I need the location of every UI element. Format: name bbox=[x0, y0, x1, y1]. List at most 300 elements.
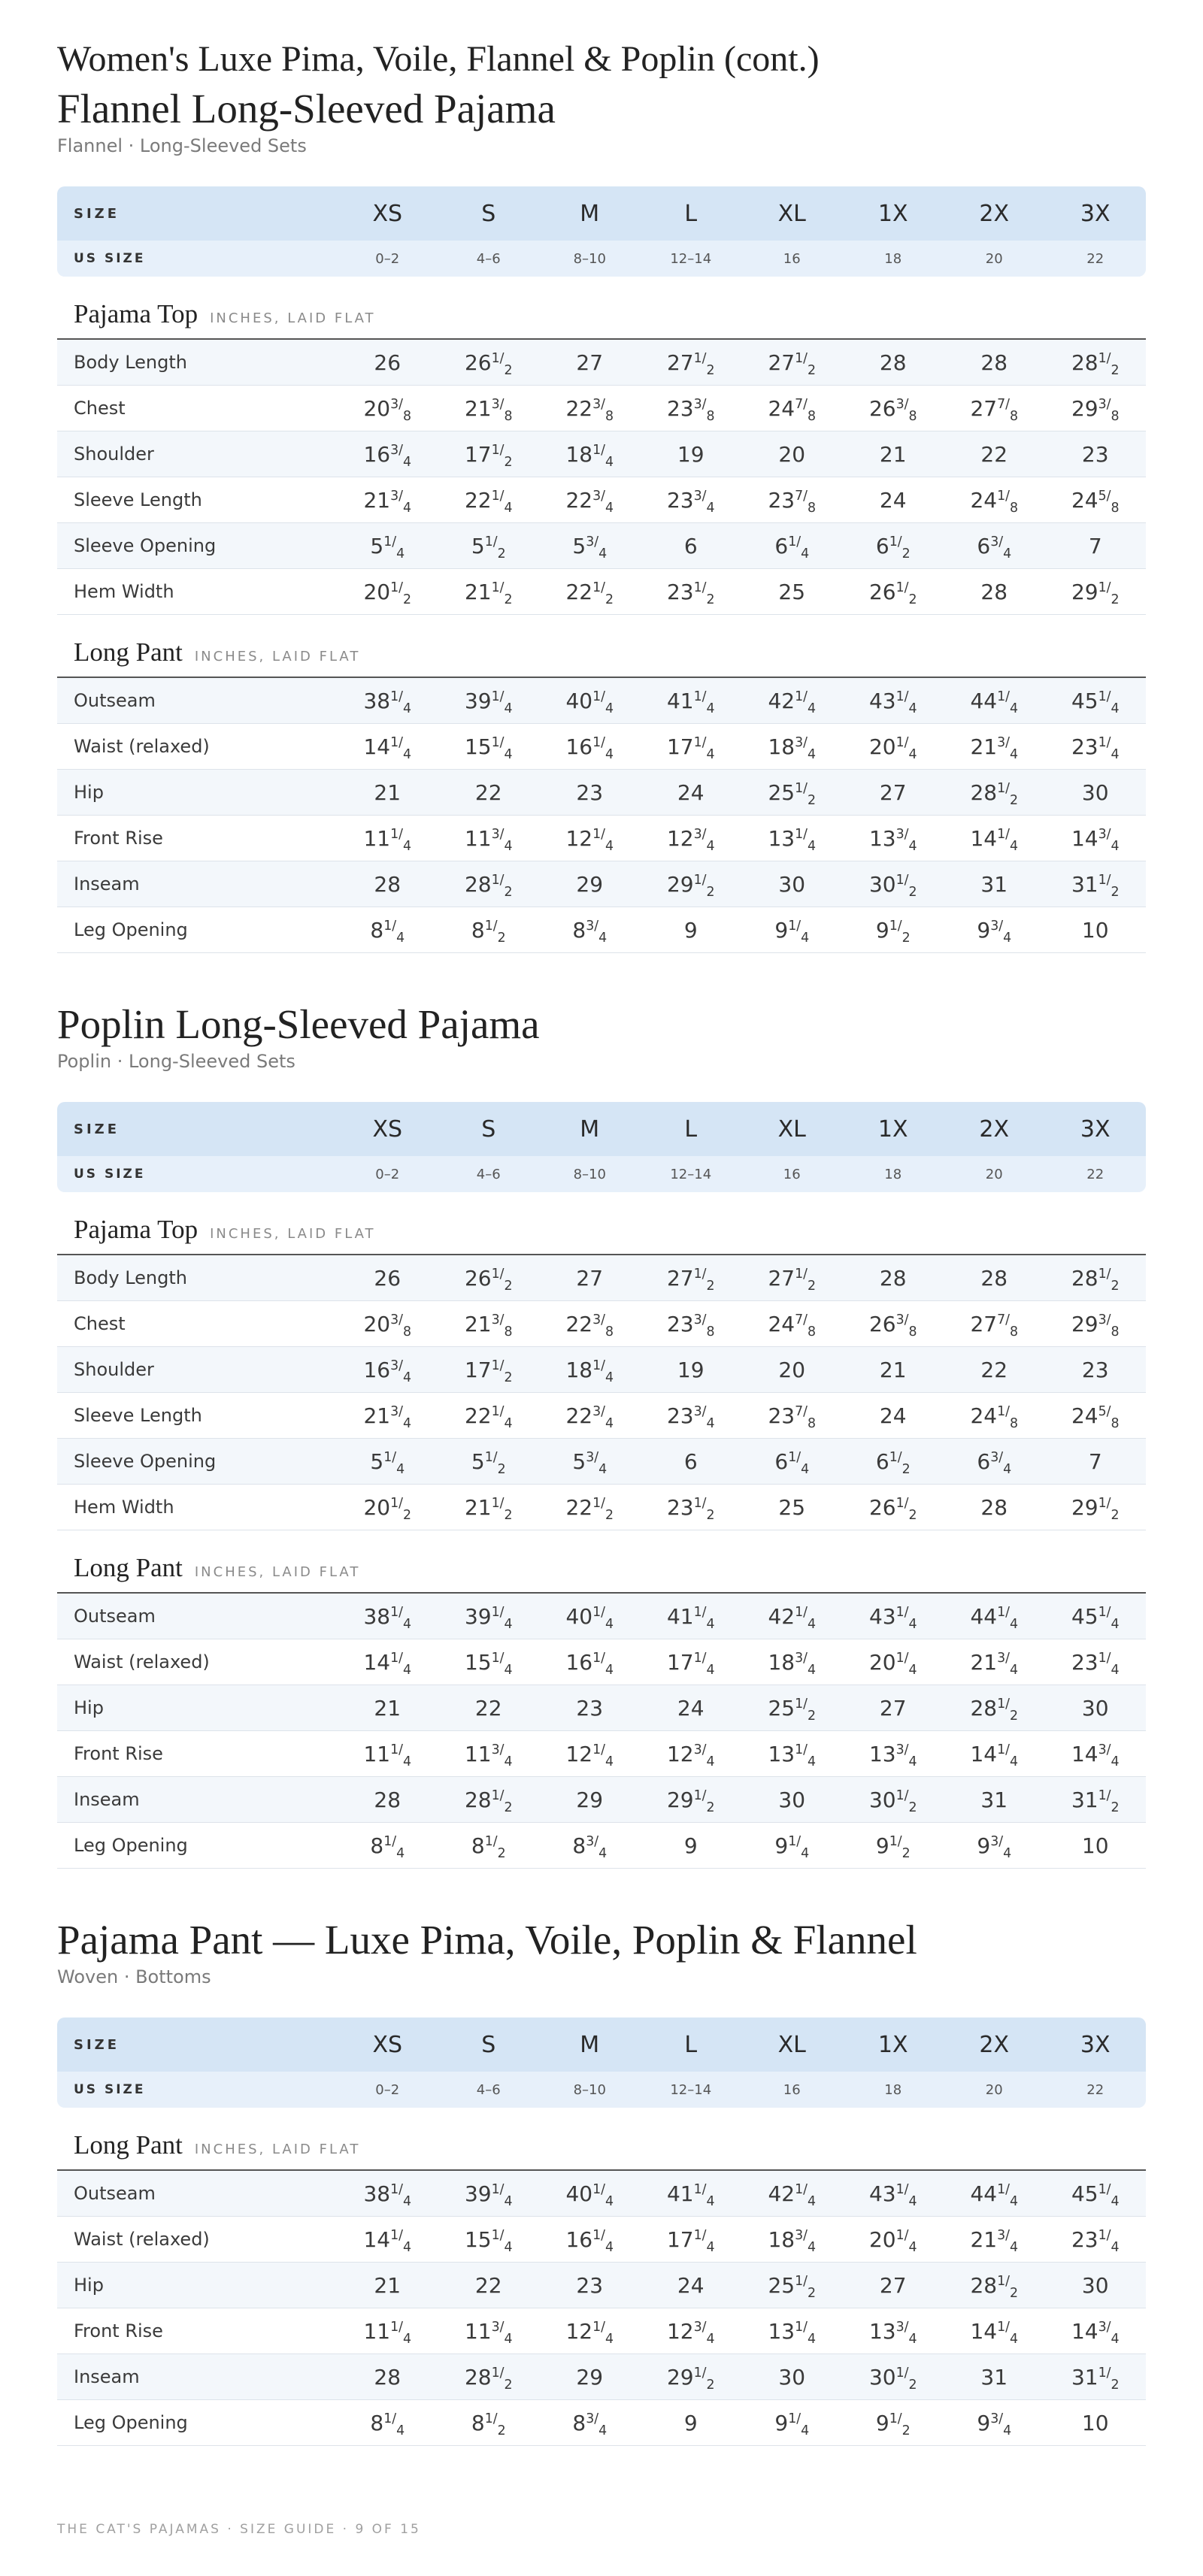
size-column-header: XS bbox=[372, 200, 403, 227]
size-row bbox=[57, 186, 1146, 241]
fraction: 1/2 bbox=[895, 2365, 917, 2393]
group-title: Long Pant bbox=[74, 2130, 183, 2160]
section-subtitle: Flannel · Long-Sleeved Sets bbox=[57, 135, 307, 156]
fraction: 1/2 bbox=[491, 2365, 513, 2393]
measurement-value: $18^{1/4}$ bbox=[565, 441, 614, 470]
measurement-value: 30 bbox=[1081, 1695, 1109, 1721]
measurement-value: $17^{1/4}$ bbox=[666, 734, 715, 762]
measurement-value: 23 bbox=[576, 2272, 604, 2298]
measurement-value: $26^{3/8}$ bbox=[868, 1311, 917, 1339]
fraction: 3/4 bbox=[895, 1742, 917, 1769]
us-size-row bbox=[57, 2072, 1146, 2108]
measurement-value: $11^{1/4}$ bbox=[363, 2318, 412, 2347]
fraction: 3/4 bbox=[997, 2227, 1019, 2255]
fraction: 1/4 bbox=[895, 1650, 917, 1678]
measurement-value: $20^{3/8}$ bbox=[363, 395, 412, 424]
measurement-row bbox=[57, 861, 1146, 907]
measurement-value: $14^{3/4}$ bbox=[1071, 825, 1120, 854]
measurement-value: $8^{1/2}$ bbox=[471, 1833, 506, 1861]
measurement-value: 10 bbox=[1081, 917, 1109, 943]
measurement-value: 22 bbox=[980, 441, 1008, 467]
fraction: 1/4 bbox=[383, 2411, 405, 2438]
measurement-group-header bbox=[57, 615, 1146, 678]
size-column-header: S bbox=[481, 1115, 496, 1143]
measurement-value: 28 bbox=[879, 350, 907, 375]
size-column-header: L bbox=[684, 1115, 698, 1143]
measurement-value: 24 bbox=[677, 779, 705, 805]
measurement-value: $21^{1/2}$ bbox=[464, 579, 513, 607]
measurement-value: $16^{1/4}$ bbox=[565, 1649, 614, 1678]
measurement-row bbox=[57, 2308, 1146, 2354]
fraction: 1/4 bbox=[491, 1650, 513, 1678]
measurement-value: $23^{7/8}$ bbox=[768, 1403, 817, 1431]
measurement-value: $12^{3/4}$ bbox=[666, 1741, 715, 1769]
fraction: 3/4 bbox=[795, 734, 817, 762]
size-header bbox=[57, 186, 1146, 277]
fraction: 1/4 bbox=[592, 2227, 614, 2255]
fraction: 1/4 bbox=[997, 2319, 1019, 2347]
fraction: 1/2 bbox=[795, 350, 817, 378]
fraction: 1/4 bbox=[788, 534, 810, 562]
section-subtitle: Woven · Bottoms bbox=[57, 1966, 211, 1987]
fraction: 1/4 bbox=[895, 689, 917, 716]
measurement-row bbox=[57, 678, 1146, 724]
measurement-value: $22^{3/8}$ bbox=[565, 395, 614, 424]
measurement-value: $22^{1/2}$ bbox=[565, 579, 614, 607]
measurement-value: $23^{1/4}$ bbox=[1071, 2226, 1120, 2255]
us-size-value: 4–6 bbox=[476, 250, 501, 267]
measurement-row bbox=[57, 386, 1146, 431]
measurement-value: $24^{7/8}$ bbox=[768, 1311, 817, 1339]
fraction: 3/4 bbox=[586, 534, 608, 562]
fraction: 3/8 bbox=[693, 1312, 715, 1339]
fraction: 1/4 bbox=[693, 1604, 715, 1632]
fraction: 3/4 bbox=[997, 1650, 1019, 1678]
fraction: 1/4 bbox=[1098, 2181, 1120, 2209]
measurement-value: $16^{1/4}$ bbox=[565, 2226, 614, 2255]
size-column-header: L bbox=[684, 2031, 698, 2058]
measurement-value: $25^{1/2}$ bbox=[768, 2272, 817, 2301]
fraction: 3/8 bbox=[390, 396, 412, 424]
fraction: 1/2 bbox=[795, 1266, 817, 1294]
measurement-value: $21^{3/4}$ bbox=[363, 1403, 412, 1431]
us-size-value: 20 bbox=[985, 2081, 1003, 2098]
measurement-value: 24 bbox=[879, 487, 907, 513]
measurement-value: 21 bbox=[879, 1357, 907, 1382]
measurement-value: $23^{1/2}$ bbox=[666, 579, 715, 607]
fraction: 3/4 bbox=[592, 488, 614, 516]
measurement-value: $43^{1/4}$ bbox=[868, 2181, 917, 2209]
measurement-value: $14^{1/4}$ bbox=[363, 2226, 412, 2255]
us-size-value: 20 bbox=[985, 250, 1003, 267]
measurement-label: Inseam bbox=[74, 1789, 140, 1810]
fraction: 1/2 bbox=[693, 350, 715, 378]
fraction: 1/2 bbox=[795, 780, 817, 808]
fraction: 1/4 bbox=[390, 826, 412, 854]
measurement-label: Hem Width bbox=[74, 1497, 174, 1518]
measurement-value: $23^{1/4}$ bbox=[1071, 1649, 1120, 1678]
us-size-value: 8–10 bbox=[573, 1166, 606, 1182]
measurement-value: 21 bbox=[374, 1695, 402, 1721]
measurement-value: $8^{3/4}$ bbox=[572, 1833, 608, 1861]
fraction: 3/8 bbox=[592, 396, 614, 424]
measurement-value: 19 bbox=[677, 441, 705, 467]
measurement-row bbox=[57, 1823, 1146, 1869]
fraction: 1/2 bbox=[491, 350, 513, 378]
measurement-value: $9^{1/2}$ bbox=[875, 917, 911, 946]
measurement-value: $27^{1/2}$ bbox=[768, 350, 817, 378]
measurement-value: 28 bbox=[374, 1787, 402, 1812]
measurement-value: $20^{3/8}$ bbox=[363, 1311, 412, 1339]
fraction: 3/8 bbox=[1098, 1312, 1120, 1339]
measurement-value: $13^{1/4}$ bbox=[768, 1741, 817, 1769]
group-title: Long Pant bbox=[74, 637, 183, 667]
measurement-value: $5^{1/4}$ bbox=[370, 1448, 405, 1477]
measurement-value: $29^{3/8}$ bbox=[1071, 395, 1120, 424]
size-column-header: XS bbox=[372, 2031, 403, 2058]
measurement-value: 27 bbox=[576, 350, 604, 375]
measurement-label: Front Rise bbox=[74, 828, 163, 849]
measurement-value: 28 bbox=[980, 1494, 1008, 1520]
fraction: 3/4 bbox=[390, 488, 412, 516]
fraction: 1/4 bbox=[491, 734, 513, 762]
us-size-value: 0–2 bbox=[375, 2081, 400, 2098]
fraction: 1/4 bbox=[997, 1604, 1019, 1632]
fraction: 1/4 bbox=[390, 2181, 412, 2209]
measurement-row bbox=[57, 2263, 1146, 2308]
measurement-value: 28 bbox=[980, 579, 1008, 604]
measurement-group-header bbox=[57, 2108, 1146, 2171]
fraction: 1/2 bbox=[889, 534, 911, 562]
measurement-label: Hip bbox=[74, 782, 104, 803]
us-size-value: 16 bbox=[783, 2081, 801, 2098]
fraction: 1/2 bbox=[484, 534, 506, 562]
measurement-value: $30^{1/2}$ bbox=[868, 2364, 917, 2393]
measurement-value: 6 bbox=[683, 1448, 698, 1474]
fraction: 1/4 bbox=[1098, 1604, 1120, 1632]
measurement-value: $40^{1/4}$ bbox=[565, 688, 614, 716]
measurement-value: $41^{1/4}$ bbox=[666, 688, 715, 716]
us-size-value: 22 bbox=[1086, 1166, 1105, 1182]
measurement-label: Sleeve Length bbox=[74, 1405, 202, 1426]
fraction: 3/8 bbox=[491, 396, 513, 424]
measurement-value: $15^{1/4}$ bbox=[464, 734, 513, 762]
fraction: 1/2 bbox=[693, 1266, 715, 1294]
fraction: 1/2 bbox=[491, 580, 513, 607]
fraction: 1/2 bbox=[895, 580, 917, 607]
measurement-value: 23 bbox=[1081, 1357, 1109, 1382]
measurement-value: $16^{1/4}$ bbox=[565, 734, 614, 762]
fraction: 1/4 bbox=[491, 1604, 513, 1632]
fraction: 1/4 bbox=[383, 534, 405, 562]
fraction: 1/4 bbox=[592, 1650, 614, 1678]
measurement-value: $39^{1/4}$ bbox=[464, 1603, 513, 1632]
fraction: 3/4 bbox=[990, 2411, 1012, 2438]
measurement-value: 23 bbox=[1081, 441, 1109, 467]
measurement-label: Body Length bbox=[74, 352, 187, 373]
fraction: 3/4 bbox=[693, 2319, 715, 2347]
measurement-row bbox=[57, 340, 1146, 386]
fraction: 7/8 bbox=[997, 396, 1019, 424]
fraction: 1/2 bbox=[889, 1449, 911, 1477]
measurement-value: $28^{1/2}$ bbox=[464, 871, 513, 900]
measurement-value: 7 bbox=[1088, 533, 1102, 558]
measurement-value: $24^{7/8}$ bbox=[768, 395, 817, 424]
measurement-label: Outseam bbox=[74, 690, 156, 711]
measurement-value: $11^{3/4}$ bbox=[464, 2318, 513, 2347]
measurement-value: $28^{1/2}$ bbox=[970, 779, 1019, 808]
group-title: Long Pant bbox=[74, 1553, 183, 1582]
fraction: 3/4 bbox=[990, 1449, 1012, 1477]
fraction: 3/8 bbox=[592, 1312, 614, 1339]
fraction: 3/4 bbox=[990, 918, 1012, 946]
fraction: 3/4 bbox=[390, 1358, 412, 1385]
measurement-value: 24 bbox=[677, 2272, 705, 2298]
fraction: 1/2 bbox=[795, 2273, 817, 2301]
measurement-value: $14^{1/4}$ bbox=[970, 825, 1019, 854]
measurement-value: $28^{1/2}$ bbox=[464, 1787, 513, 1815]
fraction: 1/2 bbox=[484, 2411, 506, 2438]
us-size-label: US SIZE bbox=[74, 251, 146, 266]
measurement-value: $5^{1/2}$ bbox=[471, 533, 506, 562]
group-unit-note: INCHES, LAID FLAT bbox=[194, 2142, 361, 2157]
measurement-value: 26 bbox=[374, 1265, 402, 1291]
measurement-value: 7 bbox=[1088, 1448, 1102, 1474]
size-column-header: 1X bbox=[877, 2031, 908, 2058]
measurement-value: 29 bbox=[576, 871, 604, 897]
measurement-row bbox=[57, 1255, 1146, 1301]
fraction: 1/4 bbox=[693, 2227, 715, 2255]
fraction: 1/4 bbox=[997, 1742, 1019, 1769]
fraction: 1/4 bbox=[592, 734, 614, 762]
measurement-value: $38^{1/4}$ bbox=[363, 688, 412, 716]
fraction: 1/2 bbox=[997, 780, 1019, 808]
fraction: 1/4 bbox=[491, 2227, 513, 2255]
fraction: 1/2 bbox=[390, 580, 412, 607]
measurement-value: $11^{1/4}$ bbox=[363, 1741, 412, 1769]
fraction: 1/4 bbox=[491, 2181, 513, 2209]
fraction: 1/4 bbox=[795, 2181, 817, 2209]
fraction: 1/2 bbox=[693, 2365, 715, 2393]
size-row bbox=[57, 2018, 1146, 2072]
fraction: 1/4 bbox=[997, 689, 1019, 716]
fraction: 3/4 bbox=[693, 488, 715, 516]
us-size-value: 12–14 bbox=[670, 250, 712, 267]
measurement-value: $13^{3/4}$ bbox=[868, 2318, 917, 2347]
measurement-value: $23^{3/8}$ bbox=[666, 1311, 715, 1339]
us-size-value: 22 bbox=[1086, 250, 1105, 267]
measurement-value: $22^{3/4}$ bbox=[565, 487, 614, 516]
measurement-value: $27^{7/8}$ bbox=[970, 395, 1019, 424]
measurement-value: $6^{1/2}$ bbox=[875, 533, 911, 562]
size-column-header: S bbox=[481, 200, 496, 227]
fraction: 3/8 bbox=[895, 396, 917, 424]
group-title: Pajama Top bbox=[74, 1215, 198, 1244]
fraction: 1/4 bbox=[592, 1604, 614, 1632]
measurement-value: $5^{3/4}$ bbox=[572, 533, 608, 562]
fraction: 1/4 bbox=[795, 689, 817, 716]
measurement-value: $45^{1/4}$ bbox=[1071, 1603, 1120, 1632]
us-size-value: 8–10 bbox=[573, 2081, 606, 2098]
measurement-row bbox=[57, 1301, 1146, 1347]
measurement-value: $22^{1/4}$ bbox=[464, 487, 513, 516]
fraction: 1/4 bbox=[693, 689, 715, 716]
size-label: SIZE bbox=[74, 1121, 120, 1137]
measurement-label: Hip bbox=[74, 2275, 104, 2296]
measurement-value: $6^{3/4}$ bbox=[977, 1448, 1012, 1477]
measurement-value: 30 bbox=[1081, 2272, 1109, 2298]
measurement-label: Waist (relaxed) bbox=[74, 736, 210, 757]
measurement-value: $14^{1/4}$ bbox=[363, 1649, 412, 1678]
measurement-value: $40^{1/4}$ bbox=[565, 2181, 614, 2209]
fraction: 1/4 bbox=[390, 2227, 412, 2255]
us-size-value: 12–14 bbox=[670, 2081, 712, 2098]
fraction: 3/4 bbox=[795, 2227, 817, 2255]
fraction: 1/2 bbox=[895, 1495, 917, 1523]
measurement-value: $18^{1/4}$ bbox=[565, 1357, 614, 1385]
fraction: 1/2 bbox=[889, 1833, 911, 1861]
group-unit-note: INCHES, LAID FLAT bbox=[194, 649, 361, 664]
measurement-value: $12^{1/4}$ bbox=[565, 1741, 614, 1769]
fraction: 1/2 bbox=[491, 872, 513, 900]
page-title: Women's Luxe Pima, Voile, Flannel & Poplin (cont.) bbox=[57, 39, 820, 79]
measurement-value: $42^{1/4}$ bbox=[768, 1603, 817, 1632]
measurement-value: 23 bbox=[576, 779, 604, 805]
measurement-value: $6^{1/4}$ bbox=[774, 533, 810, 562]
fraction: 3/4 bbox=[1098, 826, 1120, 854]
fraction: 1/4 bbox=[491, 488, 513, 516]
us-size-value: 0–2 bbox=[375, 250, 400, 267]
size-label: SIZE bbox=[74, 2036, 120, 2053]
fraction: 1/4 bbox=[383, 1449, 405, 1477]
measurement-value: 24 bbox=[879, 1403, 907, 1428]
fraction: 1/2 bbox=[491, 1787, 513, 1815]
measurement-row bbox=[57, 477, 1146, 523]
measurement-value: 22 bbox=[980, 1357, 1008, 1382]
fraction: 1/2 bbox=[1098, 580, 1120, 607]
measurement-value: $13^{1/4}$ bbox=[768, 825, 817, 854]
fraction: 1/4 bbox=[592, 2319, 614, 2347]
fraction: 1/2 bbox=[693, 580, 715, 607]
measurement-label: Outseam bbox=[74, 2183, 156, 2204]
fraction: 1/2 bbox=[693, 872, 715, 900]
measurement-value: $9^{1/4}$ bbox=[774, 2410, 810, 2438]
section-subtitle: Poplin · Long-Sleeved Sets bbox=[57, 1051, 295, 1072]
measurement-value: $9^{1/2}$ bbox=[875, 2410, 911, 2438]
fraction: 3/4 bbox=[586, 2411, 608, 2438]
size-column-header: 1X bbox=[877, 200, 908, 227]
measurement-value: $11^{1/4}$ bbox=[363, 825, 412, 854]
size-column-header: 2X bbox=[979, 2031, 1010, 2058]
fraction: 3/4 bbox=[895, 826, 917, 854]
measurement-value: 31 bbox=[980, 2364, 1008, 2390]
measurement-value: $21^{3/8}$ bbox=[464, 1311, 513, 1339]
measurement-label: Hem Width bbox=[74, 581, 174, 602]
size-section bbox=[57, 1000, 1146, 1869]
measurement-value: $29^{3/8}$ bbox=[1071, 1311, 1120, 1339]
fraction: 3/4 bbox=[491, 1742, 513, 1769]
us-size-value: 18 bbox=[884, 250, 902, 267]
measurement-value: $40^{1/4}$ bbox=[565, 1603, 614, 1632]
measurement-value: 30 bbox=[778, 871, 806, 897]
measurement-value: $39^{1/4}$ bbox=[464, 688, 513, 716]
measurement-value: $28^{1/2}$ bbox=[970, 2272, 1019, 2301]
measurement-value: $9^{1/4}$ bbox=[774, 917, 810, 946]
fraction: 7/8 bbox=[795, 1403, 817, 1431]
measurement-value: $20^{1/4}$ bbox=[868, 734, 917, 762]
fraction: 1/4 bbox=[383, 918, 405, 946]
measurement-value: $29^{1/2}$ bbox=[666, 871, 715, 900]
measurement-value: 23 bbox=[576, 1695, 604, 1721]
measurement-value: 9 bbox=[683, 917, 698, 943]
group-unit-note: INCHES, LAID FLAT bbox=[210, 310, 376, 326]
page-footer: THE CAT'S PAJAMAS · SIZE GUIDE · 9 OF 15 bbox=[57, 2522, 421, 2537]
measurement-value: $11^{3/4}$ bbox=[464, 1741, 513, 1769]
fraction: 1/4 bbox=[1098, 1650, 1120, 1678]
fraction: 1/4 bbox=[390, 2319, 412, 2347]
size-column-header: XS bbox=[372, 1115, 403, 1143]
fraction: 1/4 bbox=[895, 2181, 917, 2209]
measurement-row bbox=[57, 1439, 1146, 1485]
measurement-value: $23^{3/4}$ bbox=[666, 1403, 715, 1431]
measurement-label: Chest bbox=[74, 1313, 126, 1334]
us-size-value: 18 bbox=[884, 2081, 902, 2098]
measurement-value: $5^{1/4}$ bbox=[370, 533, 405, 562]
fraction: 3/8 bbox=[1098, 396, 1120, 424]
measurement-row bbox=[57, 1594, 1146, 1639]
fraction: 3/4 bbox=[1098, 1742, 1120, 1769]
fraction: 3/8 bbox=[895, 1312, 917, 1339]
measurement-value: $21^{3/4}$ bbox=[363, 487, 412, 516]
measurement-value: 21 bbox=[374, 2272, 402, 2298]
fraction: 1/2 bbox=[1098, 872, 1120, 900]
fraction: 3/4 bbox=[491, 826, 513, 854]
us-size-value: 12–14 bbox=[670, 1166, 712, 1182]
measurement-label: Leg Opening bbox=[74, 919, 188, 940]
measurement-value: $45^{1/4}$ bbox=[1071, 688, 1120, 716]
measurement-value: 20 bbox=[778, 441, 806, 467]
measurement-value: $18^{3/4}$ bbox=[768, 734, 817, 762]
fraction: 1/2 bbox=[693, 1787, 715, 1815]
measurement-value: $8^{1/4}$ bbox=[370, 2410, 405, 2438]
measurement-value: $28^{1/2}$ bbox=[1071, 1265, 1120, 1294]
measurement-label: Leg Opening bbox=[74, 1835, 188, 1856]
fraction: 7/8 bbox=[795, 488, 817, 516]
measurement-value: $25^{1/2}$ bbox=[768, 1695, 817, 1724]
size-column-header: 3X bbox=[1080, 2031, 1111, 2058]
measurement-value: $31^{1/2}$ bbox=[1071, 1787, 1120, 1815]
measurement-value: $23^{1/2}$ bbox=[666, 1494, 715, 1523]
fraction: 1/4 bbox=[592, 442, 614, 470]
measurement-value: 22 bbox=[474, 779, 502, 805]
measurement-value: $28^{1/2}$ bbox=[464, 2364, 513, 2393]
fraction: 1/8 bbox=[997, 488, 1019, 516]
measurement-row bbox=[57, 1485, 1146, 1530]
measurement-value: $27^{1/2}$ bbox=[666, 350, 715, 378]
fraction: 1/4 bbox=[491, 689, 513, 716]
measurement-value: $18^{3/4}$ bbox=[768, 1649, 817, 1678]
measurement-value: $45^{1/4}$ bbox=[1071, 2181, 1120, 2209]
size-column-header: 1X bbox=[877, 1115, 908, 1143]
measurement-value: $6^{1/4}$ bbox=[774, 1448, 810, 1477]
measurement-row bbox=[57, 2400, 1146, 2446]
fraction: 1/2 bbox=[484, 1449, 506, 1477]
measurement-value: $9^{3/4}$ bbox=[977, 2410, 1012, 2438]
fraction: 1/4 bbox=[795, 1742, 817, 1769]
measurement-value: 21 bbox=[374, 779, 402, 805]
measurement-label: Sleeve Length bbox=[74, 489, 202, 510]
measurement-value: $43^{1/4}$ bbox=[868, 1603, 917, 1632]
